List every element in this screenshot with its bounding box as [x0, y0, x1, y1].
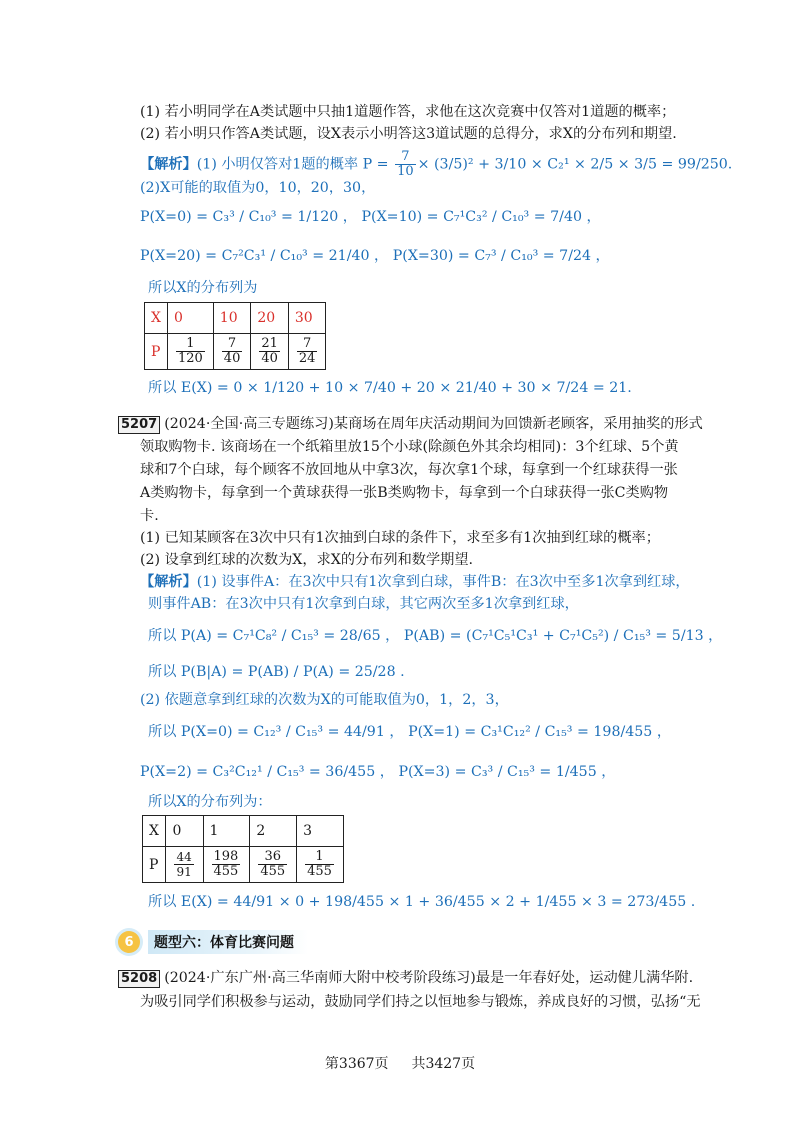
q2-sol3: (2) 依题意拿到红球的次数为X的可能取值为0，1，2，3，: [140, 692, 509, 708]
q2-stem2: 领取购物卡. 该商场在一个纸箱里放15个小球(除颜色外其余均相同)：3个红球、5个黄: [140, 439, 679, 455]
q1-p10-text: P(X=10) = C₇¹C₃² / C₁₀³ = 7/40 ，: [361, 209, 601, 225]
fraction: $\frac{7}{10}$: [397, 149, 414, 179]
q2-stem4: A类购物卡，每拿到一个黄球获得一张B类购物卡，每拿到一个白球获得一张C类购物: [140, 485, 669, 501]
section-number-icon: 6: [118, 931, 140, 953]
section-title: 题型六：体育比赛问题: [148, 930, 308, 954]
q2-sol1-text: (1) 设事件A：在3次中只有1次拿到白球，事件B：在3次中至多1次拿到红球，: [196, 574, 690, 590]
q2-part2: (2) 设拿到红球的次数为X，求X的分布列和数学期望.: [140, 552, 474, 568]
table-cell: 3: [297, 816, 344, 847]
q1-p0-text: P(X=0) = C₃³ / C₁₀³ = 1/120 ，: [140, 209, 357, 225]
page-footer: [0, 1053, 800, 1073]
table-row-x: [143, 816, 344, 847]
table-header-x: X: [143, 816, 166, 847]
table-cell: $\frac{21}{40}$: [251, 334, 289, 370]
table-row-x: [145, 303, 326, 334]
q2-dist-intro: 所以X的分布列为：: [148, 794, 272, 810]
table-cell: 30: [288, 303, 326, 334]
q2-px3: P(X=3) = C₃³ / C₁₅³ = 1/455 ，: [398, 764, 616, 780]
table-cell: $\frac{198}{455}$: [203, 847, 250, 883]
q2-px0: 所以 P(X=0) = C₁₂³ / C₁₅³ = 44/91 ，: [148, 724, 404, 740]
table-cell: $\frac{7}{24}$: [288, 334, 326, 370]
page-total: 共3427页: [411, 1056, 476, 1072]
table-cell: 2: [250, 816, 297, 847]
table-header-x: X: [145, 303, 168, 334]
table-header-p: P: [145, 334, 168, 370]
table-cell: 0: [167, 303, 213, 334]
section-header: [118, 928, 308, 956]
q2-expectation: 所以 E(X) = 44/91 × 0 + 198/455 × 1 + 36/455 × 2 + 1/455 × 3 = 273/455 .: [148, 894, 696, 910]
q2-pab: P(AB) = (C₇¹C₅¹C₃¹ + C₇¹C₅²) / C₁₅³ = 5/13 ，: [403, 628, 723, 644]
q2-stem5: 卡.: [140, 508, 159, 524]
question-number-badge: 5207: [118, 416, 160, 434]
q2-sol2: 则事件AB：在3次中只有1次拿到白球，其它两次至多1次拿到红球，: [148, 596, 579, 612]
table-cell: $\frac{7}{40}$: [213, 334, 251, 370]
q3-stem1: (2024·广东广州·高三华南师大附中校考阶段练习)最是一年春好处，运动健儿满华附.: [164, 970, 694, 986]
q2-px1: P(X=1) = C₃¹C₁₂² / C₁₅³ = 198/455 ，: [408, 724, 672, 740]
q2-pa-line: [148, 626, 722, 646]
q2-distribution-table: [142, 815, 344, 883]
q1-p20-text: P(X=20) = C₇²C₃¹ / C₁₀³ = 21/40 ，: [140, 248, 389, 264]
q2-px01-line: [148, 722, 671, 742]
q1-sol1-text: (1) 小明仅答对1题的概率 P =: [196, 156, 394, 173]
table-cell: $\frac{44}{91}$: [166, 847, 203, 883]
table-cell: 20: [251, 303, 289, 334]
q1-distribution-table: [144, 302, 326, 370]
q2-px23-line: [140, 762, 615, 782]
q2-part1: (1) 已知某顾客在3次中只有1次抽到白球的条件下，求至多有1次抽到红球的概率；: [140, 530, 660, 546]
q1-dist-intro: 所以X的分布列为: [148, 280, 258, 296]
solution-tag: 【解析】: [140, 156, 197, 173]
table-row-p: [145, 334, 326, 370]
q2-stem-line1: [118, 414, 703, 434]
q3-stem-line1: [118, 968, 693, 988]
q3-stem2: 为吸引同学们积极参与运动，鼓励同学们持之以恒地参与锻炼，养成良好的习惯，弘扬“无: [140, 994, 701, 1010]
table-cell: 10: [213, 303, 251, 334]
question-number-badge: 5208: [118, 970, 160, 988]
table-header-p: P: [143, 847, 166, 883]
q1-p30-text: P(X=30) = C₇³ / C₁₀³ = 7/24 ，: [392, 248, 610, 264]
q1-sol1-expr: × (3/5)² + 3/10 × C₂¹ × 2/5 × 3/5 = 99/250.: [417, 156, 733, 173]
q1-expectation: 所以 E(X) = 0 × 1/120 + 10 × 7/40 + 20 × 21/40 + 30 × 7/24 = 21.: [148, 380, 632, 396]
solution-tag: 【解析】: [140, 574, 197, 590]
table-cell: $\frac{1}{120}$: [167, 334, 213, 370]
q1-sol2-line1: (2)X可能的取值为0，10，20，30，: [140, 180, 376, 196]
table-cell: $\frac{1}{455}$: [297, 847, 344, 883]
table-cell: 0: [166, 816, 203, 847]
page-number: 第3367页: [324, 1056, 389, 1072]
q2-sol1: [140, 572, 690, 592]
q2-pba: 所以 P(B|A) = P(AB) / P(A) = 25/28 .: [148, 664, 405, 680]
q2-px2: P(X=2) = C₃²C₁₂¹ / C₁₅³ = 36/455 ，: [140, 764, 394, 780]
q1-p20: [140, 246, 610, 266]
q2-stem1: (2024·全国·高三专题练习)某商场在周年庆活动期间为回馈新老顾客，采用抽奖的形式: [164, 416, 703, 432]
q2-stem3: 球和7个白球，每个顾客不放回地从中拿3次，每次拿1个球，每拿到一个红球获得一张: [140, 462, 678, 478]
table-row-p: [143, 847, 344, 883]
q1-part2: (2) 若小明只作答A类试题，设X表示小明答这3道试题的总得分，求X的分布列和期望.: [140, 126, 677, 142]
table-cell: $\frac{36}{455}$: [250, 847, 297, 883]
q1-part1: (1) 若小明同学在A类试题中只抽1道题作答，求他在这次竞赛中仅答对1道题的概率；: [140, 104, 676, 120]
q1-p0: [140, 207, 601, 227]
q2-pa: 所以 P(A) = C₇¹C₈² / C₁₅³ = 28/65 ，: [148, 628, 400, 644]
table-cell: 1: [203, 816, 250, 847]
q1-solution-line1: [140, 150, 732, 179]
